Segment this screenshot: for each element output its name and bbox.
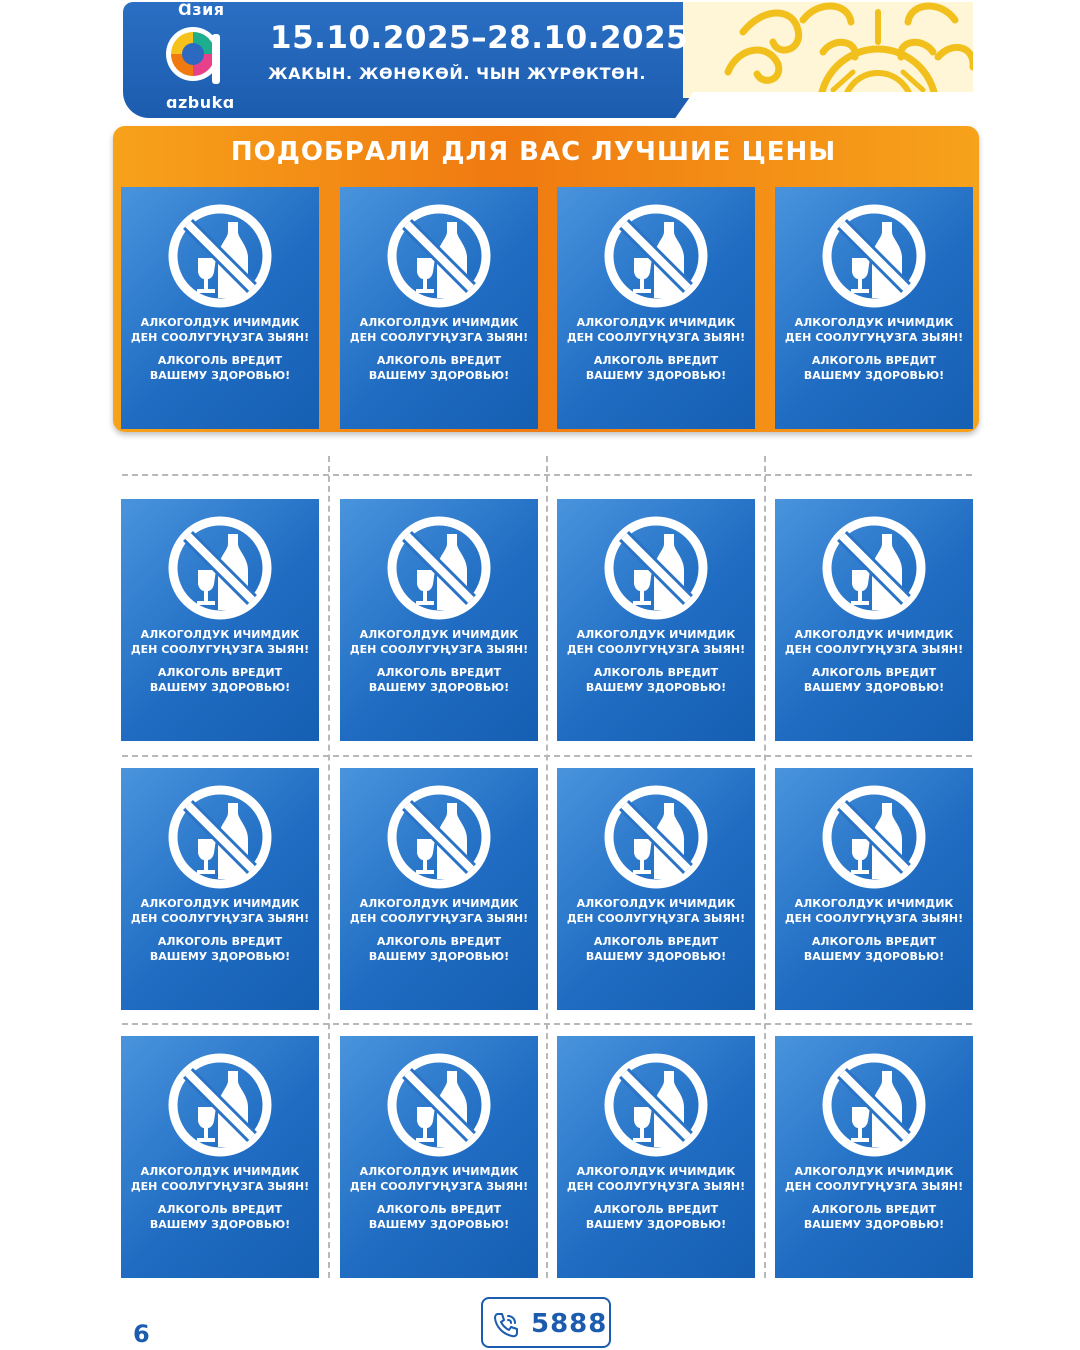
warning-text-russian-2: ВАШЕМУ ЗДОРОВЬЮ! [368, 1218, 510, 1231]
warning-text-russian-1: АЛКОГОЛЬ ВРЕДИТ [376, 935, 502, 948]
alcohol-warning-tile [340, 187, 538, 429]
warning-text-kyrgyz-2: ДЕН СООЛУГУҢУЗГА ЗЫЯН! [130, 1180, 310, 1193]
warning-text-kyrgyz-2: ДЕН СООЛУГУҢУЗГА ЗЫЯН! [566, 331, 746, 344]
no-alcohol-icon [820, 514, 928, 622]
no-alcohol-icon [602, 783, 710, 891]
warning-text-kyrgyz-2: ДЕН СООЛУГУҢУЗГА ЗЫЯН! [349, 912, 529, 925]
alcohol-warning-tile [121, 768, 319, 1010]
alcohol-warning-tile [557, 187, 755, 429]
no-alcohol-icon [820, 202, 928, 310]
alcohol-warning-tile [340, 768, 538, 1010]
warning-text-kyrgyz-1: АЛКОГОЛДУК ИЧИМДИК [794, 628, 954, 641]
warning-text-russian-2: ВАШЕМУ ЗДОРОВЬЮ! [149, 369, 291, 382]
no-alcohol-icon [602, 202, 710, 310]
phone-icon [491, 1311, 521, 1339]
warning-text-russian-1: АЛКОГОЛЬ ВРЕДИТ [157, 1203, 283, 1216]
warning-text-russian-2: ВАШЕМУ ЗДОРОВЬЮ! [585, 369, 727, 382]
alcohol-warning-tile [775, 499, 973, 741]
tagline: ЖАКЫН. ЖӨНӨКӨЙ. ЧЫН ЖҮРӨКТӨН. [268, 64, 646, 83]
warning-text-russian-2: ВАШЕМУ ЗДОРОВЬЮ! [585, 1218, 727, 1231]
warning-text-kyrgyz-2: ДЕН СООЛУГУҢУЗГА ЗЫЯН! [130, 912, 310, 925]
warning-text-kyrgyz-1: АЛКОГОЛДУК ИЧИМДИК [140, 628, 300, 641]
no-alcohol-icon [385, 783, 493, 891]
warning-text-russian-1: АЛКОГОЛЬ ВРЕДИТ [376, 666, 502, 679]
warning-text-russian-2: ВАШЕМУ ЗДОРОВЬЮ! [803, 681, 945, 694]
warning-text-kyrgyz-1: АЛКОГОЛДУК ИЧИМДИК [576, 1165, 736, 1178]
warning-text-kyrgyz-2: ДЕН СООЛУГУҢУЗГА ЗЫЯН! [349, 1180, 529, 1193]
no-alcohol-icon [166, 1051, 274, 1159]
warning-text-kyrgyz-1: АЛКОГОЛДУК ИЧИМДИК [140, 1165, 300, 1178]
no-alcohol-icon [166, 514, 274, 622]
alcohol-warning-tile [121, 499, 319, 741]
header-white-wedge [672, 92, 973, 118]
warning-text-kyrgyz-1: АЛКОГОЛДУК ИЧИМДИК [576, 628, 736, 641]
no-alcohol-icon [820, 1051, 928, 1159]
warning-text-kyrgyz-1: АЛКОГОЛДУК ИЧИМДИК [576, 316, 736, 329]
no-alcohol-icon [385, 514, 493, 622]
alcohol-warning-tile [340, 1036, 538, 1278]
warning-text-russian-1: АЛКОГОЛЬ ВРЕДИТ [811, 354, 937, 367]
warning-text-kyrgyz-1: АЛКОГОЛДУК ИЧИМДИК [794, 316, 954, 329]
warning-text-russian-2: ВАШЕМУ ЗДОРОВЬЮ! [803, 950, 945, 963]
alcohol-warning-tile [775, 187, 973, 429]
warning-text-russian-2: ВАШЕМУ ЗДОРОВЬЮ! [368, 950, 510, 963]
alcohol-warning-tile [775, 1036, 973, 1278]
warning-text-kyrgyz-2: ДЕН СООЛУГУҢУЗГА ЗЫЯН! [784, 643, 964, 656]
warning-text-kyrgyz-1: АЛКОГОЛДУК ИЧИМДИК [576, 897, 736, 910]
no-alcohol-icon [602, 514, 710, 622]
warning-text-russian-1: АЛКОГОЛЬ ВРЕДИТ [811, 1203, 937, 1216]
no-alcohol-icon [166, 783, 274, 891]
no-alcohol-icon [602, 1051, 710, 1159]
warning-text-russian-2: ВАШЕМУ ЗДОРОВЬЮ! [803, 369, 945, 382]
warning-text-russian-1: АЛКОГОЛЬ ВРЕДИТ [811, 666, 937, 679]
warning-text-kyrgyz-1: АЛКОГОЛДУК ИЧИМДИК [140, 897, 300, 910]
warning-text-kyrgyz-2: ДЕН СООЛУГУҢУЗГА ЗЫЯН! [566, 1180, 746, 1193]
warning-text-russian-1: АЛКОГОЛЬ ВРЕДИТ [376, 1203, 502, 1216]
cut-line [546, 456, 548, 1278]
warning-text-kyrgyz-1: АЛКОГОЛДУК ИЧИМДИК [359, 897, 519, 910]
warning-text-kyrgyz-2: ДЕН СООЛУГУҢУЗГА ЗЫЯН! [130, 331, 310, 344]
no-alcohol-icon [385, 202, 493, 310]
warning-text-russian-2: ВАШЕМУ ЗДОРОВЬЮ! [149, 1218, 291, 1231]
warning-text-russian-2: ВАШЕМУ ЗДОРОВЬЮ! [149, 950, 291, 963]
warning-text-russian-1: АЛКОГОЛЬ ВРЕДИТ [593, 1203, 719, 1216]
warning-text-kyrgyz-1: АЛКОГОЛДУК ИЧИМДИК [140, 316, 300, 329]
warning-text-kyrgyz-1: АЛКОГОЛДУК ИЧИМДИК [359, 316, 519, 329]
alcohol-warning-tile [340, 499, 538, 741]
phone-number: 5888 [531, 1309, 608, 1339]
warning-text-kyrgyz-2: ДЕН СООЛУГУҢУЗГА ЗЫЯН! [784, 331, 964, 344]
warning-text-russian-1: АЛКОГОЛЬ ВРЕДИТ [811, 935, 937, 948]
warning-text-russian-1: АЛКОГОЛЬ ВРЕДИТ [157, 935, 283, 948]
warning-text-russian-1: АЛКОГОЛЬ ВРЕДИТ [157, 354, 283, 367]
warning-text-russian-1: АЛКОГОЛЬ ВРЕДИТ [593, 666, 719, 679]
warning-text-kyrgyz-1: АЛКОГОЛДУК ИЧИМДИК [359, 1165, 519, 1178]
cut-line [328, 456, 330, 1278]
alcohol-warning-tile [557, 499, 755, 741]
cut-line [764, 456, 766, 1278]
warning-text-russian-1: АЛКОГОЛЬ ВРЕДИТ [593, 935, 719, 948]
no-alcohol-icon [820, 783, 928, 891]
warning-text-kyrgyz-1: АЛКОГОЛДУК ИЧИМДИК [794, 1165, 954, 1178]
warning-text-kyrgyz-2: ДЕН СООЛУГУҢУЗГА ЗЫЯН! [784, 1180, 964, 1193]
warning-text-russian-2: ВАШЕМУ ЗДОРОВЬЮ! [368, 369, 510, 382]
alcohol-warning-tile [121, 187, 319, 429]
no-alcohol-icon [166, 202, 274, 310]
warning-text-russian-2: ВАШЕМУ ЗДОРОВЬЮ! [803, 1218, 945, 1231]
warning-text-kyrgyz-2: ДЕН СООЛУГУҢУЗГА ЗЫЯН! [349, 643, 529, 656]
warning-text-kyrgyz-2: ДЕН СООЛУГУҢУЗГА ЗЫЯН! [130, 643, 310, 656]
warning-text-kyrgyz-2: ДЕН СООЛУГУҢУЗГА ЗЫЯН! [784, 912, 964, 925]
warning-text-russian-2: ВАШЕМУ ЗДОРОВЬЮ! [585, 681, 727, 694]
warning-text-kyrgyz-2: ДЕН СООЛУГУҢУЗГА ЗЫЯН! [566, 643, 746, 656]
warning-text-kyrgyz-1: АЛКОГОЛДУК ИЧИМДИК [359, 628, 519, 641]
warning-text-kyrgyz-1: АЛКОГОЛДУК ИЧИМДИК [794, 897, 954, 910]
warning-text-kyrgyz-2: ДЕН СООЛУГУҢУЗГА ЗЫЯН! [566, 912, 746, 925]
warning-text-russian-2: ВАШЕМУ ЗДОРОВЬЮ! [368, 681, 510, 694]
promo-title: ПОДОБРАЛИ ДЛЯ ВАС ЛУЧШИЕ ЦЕНЫ [230, 137, 837, 167]
warning-text-kyrgyz-2: ДЕН СООЛУГУҢУЗГА ЗЫЯН! [349, 331, 529, 344]
warning-text-russian-1: АЛКОГОЛЬ ВРЕДИТ [157, 666, 283, 679]
phone-badge[interactable] [481, 1297, 611, 1348]
alcohol-warning-tile [775, 768, 973, 1010]
logo-text-asia: Ɑзия [178, 0, 225, 19]
warning-text-russian-2: ВАШЕМУ ЗДОРОВЬЮ! [585, 950, 727, 963]
alcohol-warning-tile [557, 768, 755, 1010]
ornament-pattern [683, 2, 973, 98]
alcohol-warning-tile [121, 1036, 319, 1278]
alcohol-warning-tile [557, 1036, 755, 1278]
warning-text-russian-1: АЛКОГОЛЬ ВРЕДИТ [593, 354, 719, 367]
warning-text-russian-2: ВАШЕМУ ЗДОРОВЬЮ! [149, 681, 291, 694]
promo-dates: 15.10.2025–28.10.2025 [270, 20, 689, 56]
warning-text-russian-1: АЛКОГОЛЬ ВРЕДИТ [376, 354, 502, 367]
logo-text-azbuka: ɑzbukɑ [166, 93, 235, 112]
page-number: 6 [133, 1320, 150, 1348]
no-alcohol-icon [385, 1051, 493, 1159]
